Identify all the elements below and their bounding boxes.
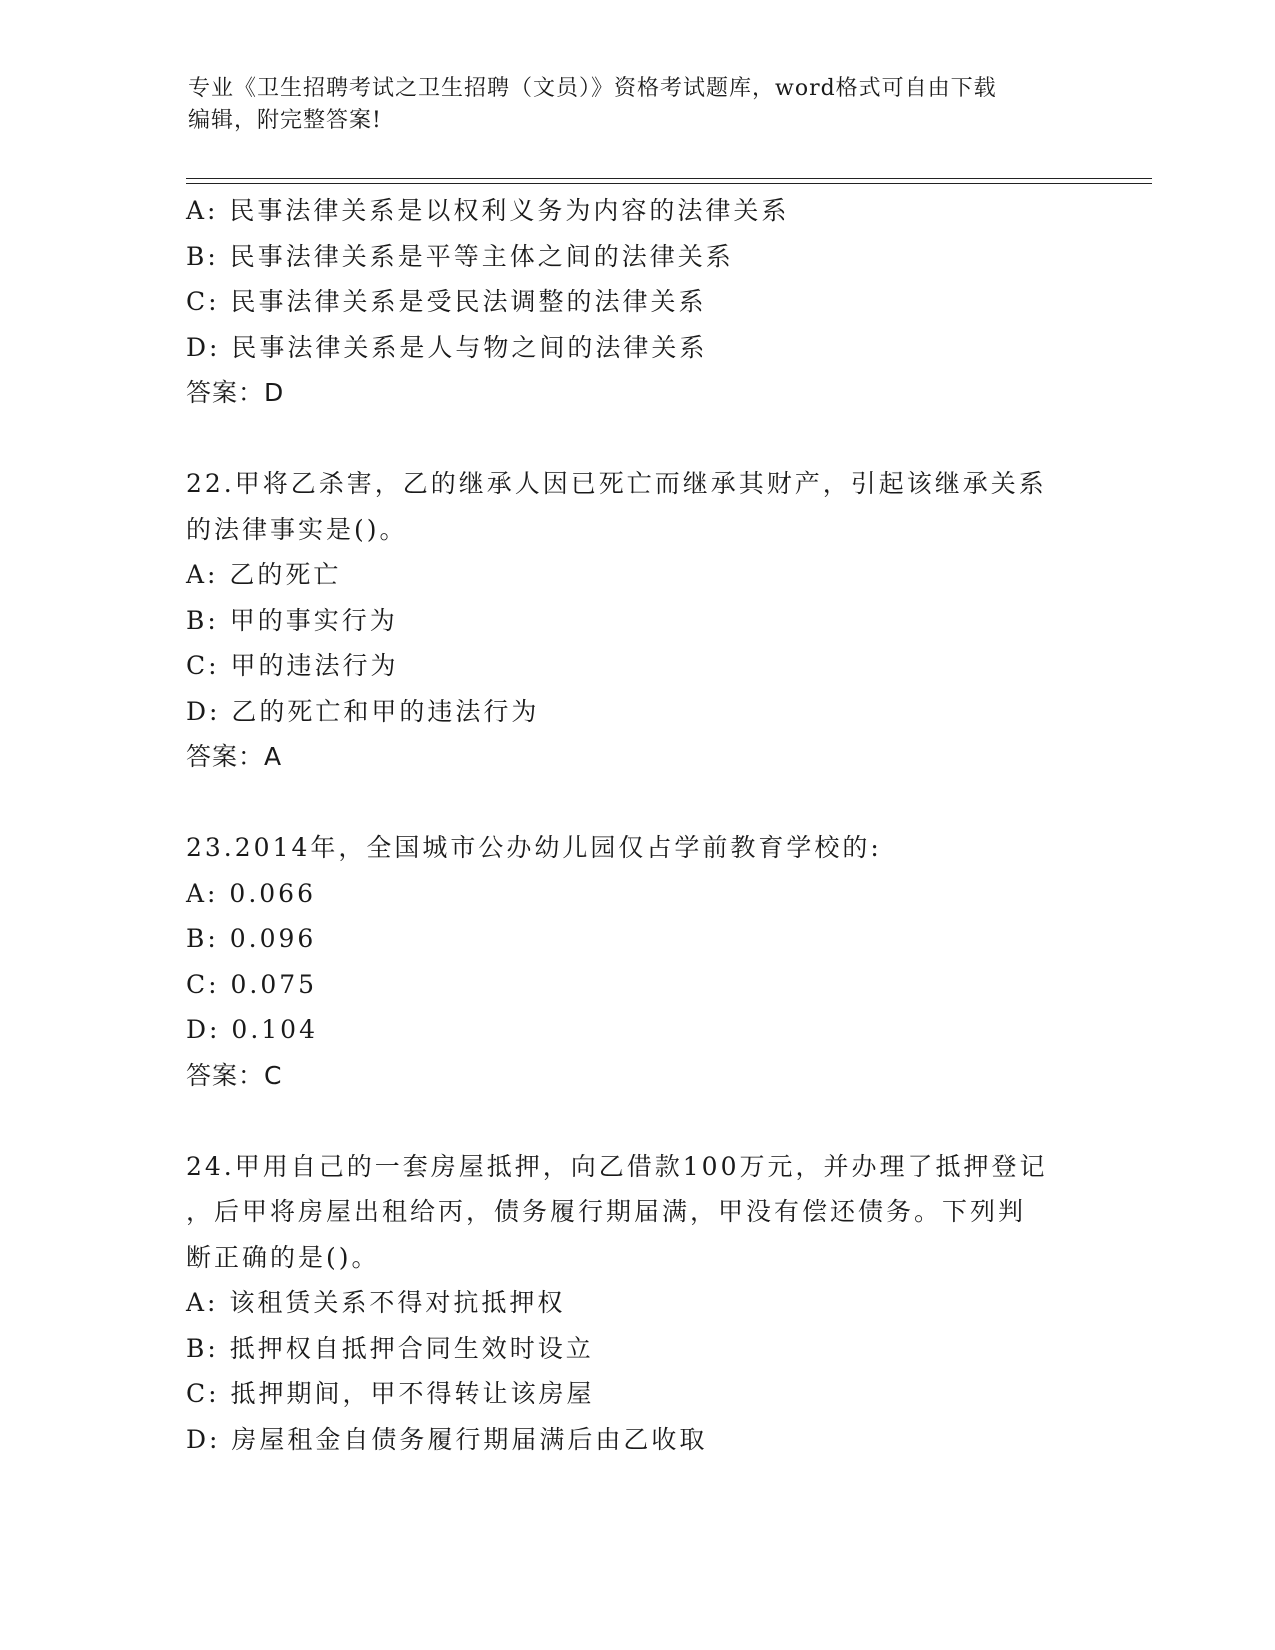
option-b: B: 0.096 [186,924,317,953]
answer: 答案：D [186,378,285,407]
question-stem-line: 的法律事实是()。 [186,514,408,544]
option-d: D: 0.104 [186,1015,318,1044]
spacer [186,1098,1106,1144]
header-line-1: 专业《卫生招聘考试之卫生招聘（文员）》资格考试题库，word格式可自由下载 [188,76,997,101]
question-24 [186,1144,1106,1463]
option-d: D: 乙的死亡和甲的违法行为 [186,696,540,726]
question-22 [186,461,1106,780]
option-a: A: 该租赁关系不得对抗抵押权 [186,1288,566,1317]
header-line-2: 编辑，附完整答案! [188,108,382,133]
question-stem-line: 24.甲用自己的一套房屋抵押，向乙借款100万元，并办理了抵押登记 [186,1151,1048,1181]
option-c: C: 民事法律关系是受民法调整的法律关系 [186,287,707,316]
question-stem-line: 22.甲将乙杀害，乙的继承人因已死亡而继承其财产，引起该继承关系 [186,469,1047,498]
answer: 答案：C [186,1060,283,1090]
option-a: A: 0.066 [186,878,316,908]
spacer [186,416,1106,462]
spacer [186,780,1106,826]
option-d: D: 民事法律关系是人与物之间的法律关系 [186,332,708,362]
option-a: A: 民事法律关系是以权利义务为内容的法律关系 [186,196,790,225]
question-21 [186,188,1106,416]
question-stem-line: ，后甲将房屋出租给丙，债务履行期届满，甲没有偿还债务。下列判 [186,1197,1027,1226]
header-divider-bottom [186,183,1152,184]
option-b: B: 民事法律关系是平等主体之间的法律关系 [186,241,734,271]
option-d: D: 房屋租金自债务履行期届满后由乙收取 [186,1424,708,1454]
header-divider-top [186,178,1152,179]
document-header [188,73,1088,137]
option-a: A: 乙的死亡 [186,560,342,589]
question-list [186,188,1106,1462]
option-c: C: 甲的违法行为 [186,651,399,680]
question-stem-line: 断正确的是()。 [186,1242,380,1272]
option-c: C: 抵押期间，甲不得转让该房屋 [186,1379,595,1408]
option-b: B: 甲的事实行为 [186,605,398,635]
question-stem-line: 23.2014年，全国城市公办幼儿园仅占学前教育学校的: [186,833,882,862]
option-b: B: 抵押权自抵押合同生效时设立 [186,1333,594,1363]
answer: 答案：A [186,742,283,771]
question-23 [186,825,1106,1098]
option-c: C: 0.075 [186,969,318,999]
